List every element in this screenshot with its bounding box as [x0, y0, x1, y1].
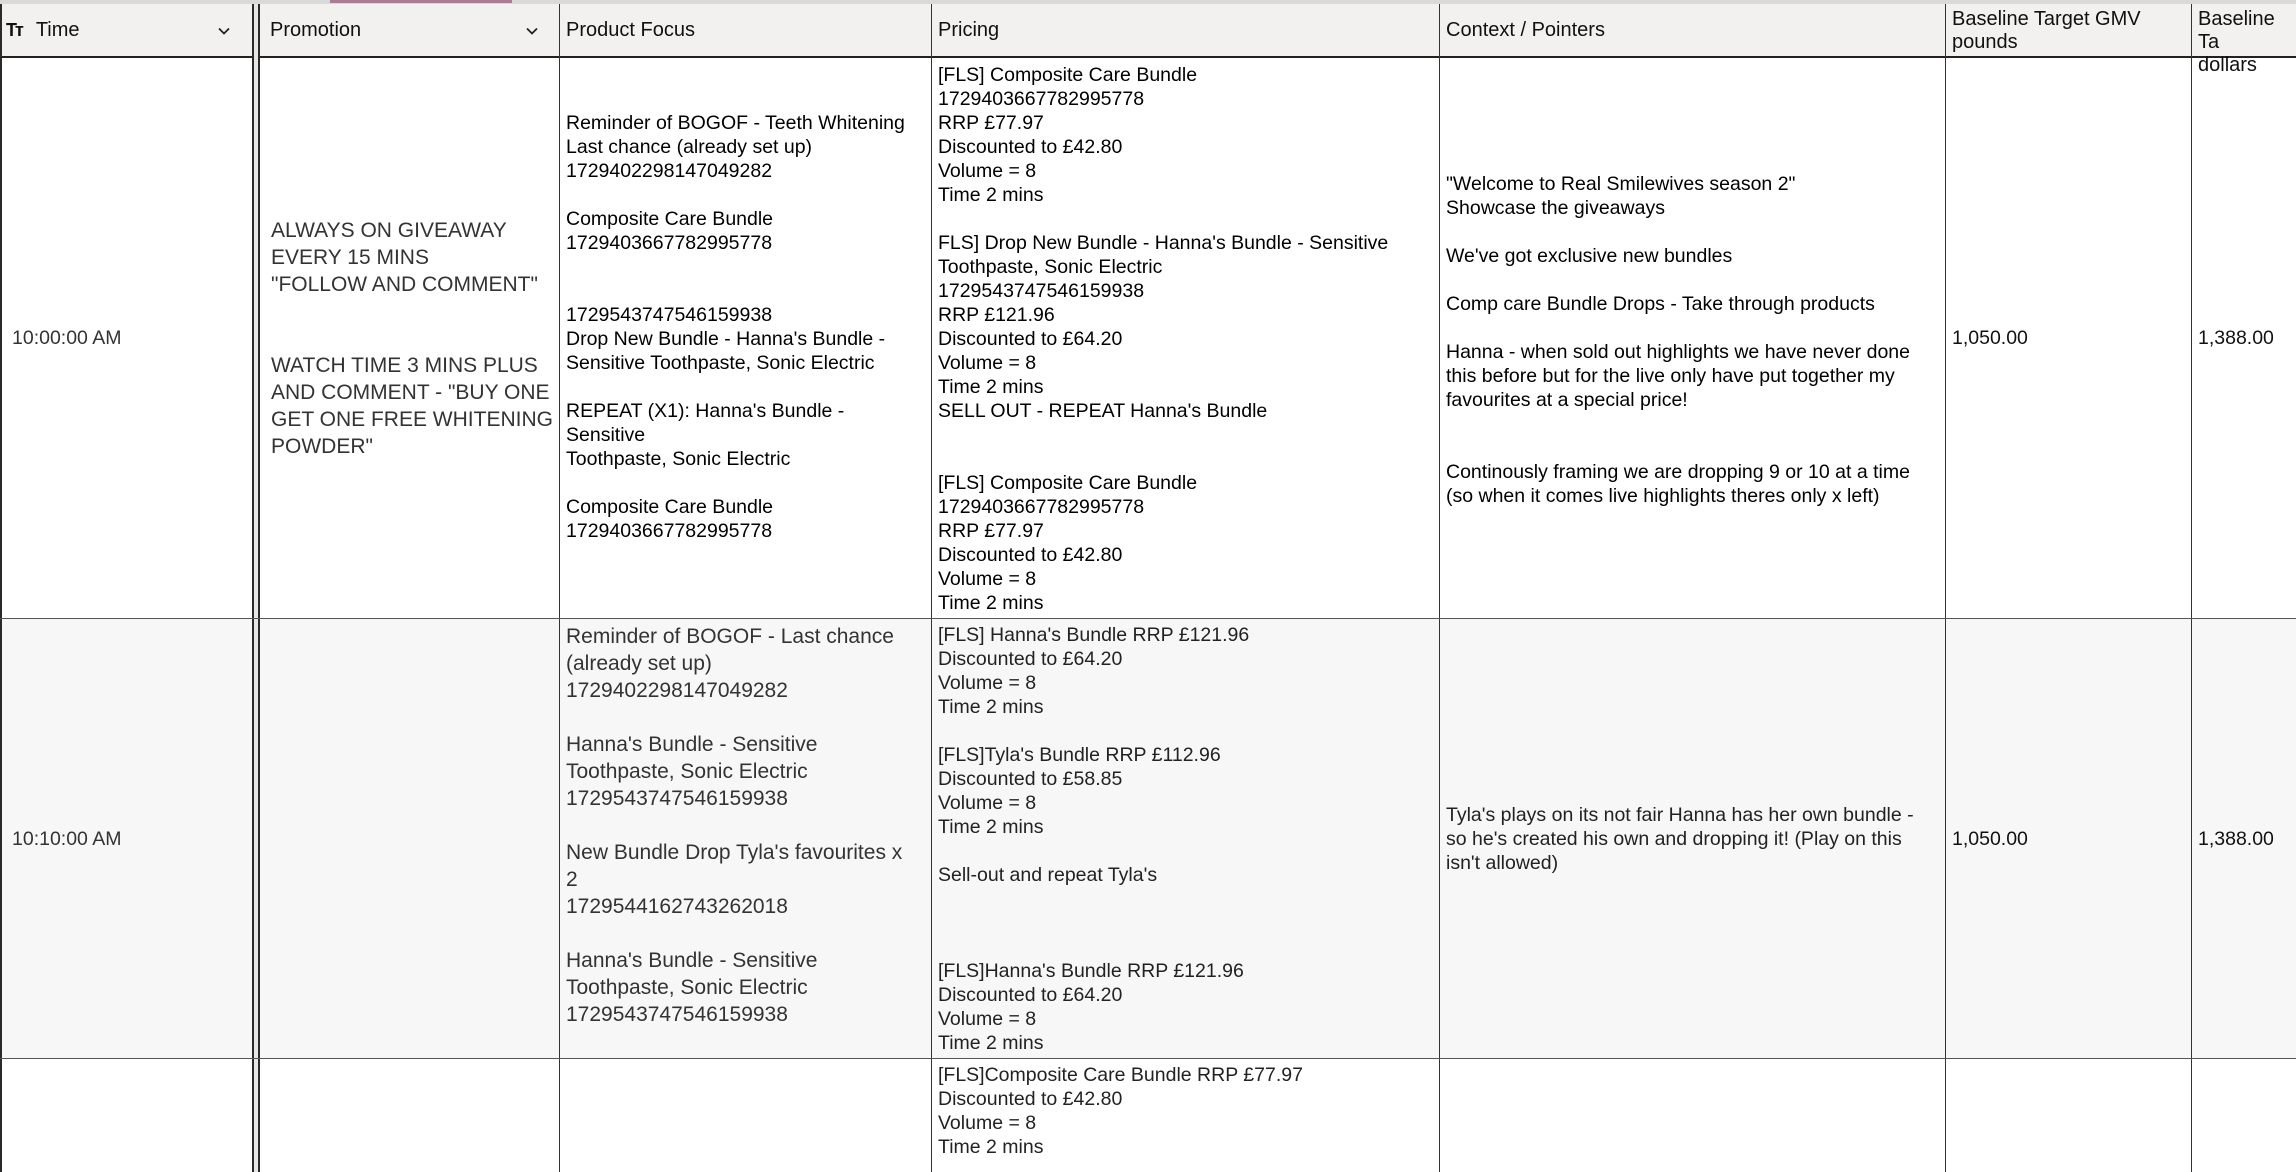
- cell-context[interactable]: Tyla's plays on its not fair Hanna has her own bundle - so he's created his own and dropping it! (Play on this isn't allowed): [1446, 804, 1914, 874]
- cell-pricing[interactable]: [FLS] Hanna's Bundle RRP £121.96 Discounted to £64.20 Volume = 8 Time 2 mins [FLS]Tyla's Bundle RRP £112.96 Discounted to £58.85 Volume = 8 Time 2 mins Sell-out and repeat Tyla's [FLS]Hanna's Bundle RRP £121.96 Discounted to £64.20 Volume = 8 Time 2 mins: [938, 624, 1250, 1054]
- cell-gmv-dollars[interactable]: 1,388.00: [2198, 327, 2274, 349]
- grid-line: [1945, 4, 1946, 1172]
- cell-gmv-pounds[interactable]: 1,050.00: [1952, 828, 2028, 850]
- cell-context[interactable]: "Welcome to Real Smilewives season 2" Showcase the giveaways We've got exclusive new bundles Comp care Bundle Drops - Take through products Hanna - when sold out highlights we have never done this before but for the live only have put together my favourites at a special price! Continously framing we are dropping 9 or 10 at a time (so when it comes live highlights theres only x left): [1446, 173, 1910, 507]
- header-label: Context / Pointers: [1446, 18, 1605, 41]
- column-header-context[interactable]: [1440, 4, 1946, 58]
- row-divider: [0, 618, 2296, 619]
- column-header-pricing[interactable]: [932, 4, 1440, 58]
- grid-line: [0, 4, 2, 1172]
- cell-pricing[interactable]: [FLS] Composite Care Bundle 1729403667782995778 RRP £77.97 Discounted to £42.80 Volume = 8 Time 2 mins FLS] Drop New Bundle - Hanna's Bundle - Sensitive Toothpaste, Sonic Electric 1729543747546159938 RRP £121.96 Discounted to £64.20 Volume = 8 Time 2 mins SELL OUT - REPEAT Hanna's Bundle [FLS] Composite Care Bundle 1729403667782995778 RRP £77.97 Discounted to £42.80 Volume = 8 Time 2 mins: [938, 64, 1389, 614]
- text-type-icon: Tт: [6, 19, 22, 40]
- chevron-down-icon[interactable]: [218, 25, 230, 37]
- cell-gmv-pounds[interactable]: 1,050.00: [1952, 327, 2028, 349]
- column-header-product-focus[interactable]: [560, 4, 932, 58]
- header-label: Pricing: [938, 18, 1000, 41]
- column-header-gmv-pounds[interactable]: [1946, 4, 2192, 58]
- grid-line: [258, 4, 260, 1172]
- column-header-gmv-dollars[interactable]: [2192, 4, 2296, 76]
- cell-product-focus[interactable]: Reminder of BOGOF - Teeth Whitening Last chance (already set up) 1729402298147049282 Composite Care Bundle 1729403667782995778 1729543747546159938 Drop New Bundle - Hanna's Bundle - Sensitive Toothpaste, Sonic Electric REPEAT (X1): Hanna's Bundle - Sensitive Toothpaste, Sonic Electric Composite Care Bundle 1729403667782995778: [566, 112, 905, 542]
- grid-line: [252, 4, 254, 1172]
- header-label: Baseline Ta dollars: [2198, 8, 2275, 76]
- chevron-down-icon[interactable]: [526, 25, 538, 37]
- column-header-time[interactable]: [0, 4, 254, 58]
- row-divider: [0, 1058, 2296, 1059]
- grid-line: [2191, 4, 2192, 1172]
- cell-product-focus[interactable]: Reminder of BOGOF - Last chance (already set up) 1729402298147049282 Hanna's Bundle - Sensitive Toothpaste, Sonic Electric 1729543747546159938 New Bundle Drop Tyla's favourites x 2 1729544162743262018 Hanna's Bundle - Sensitive Toothpaste, Sonic Electric 1729543747546159938: [566, 625, 903, 1026]
- header-label: Baseline Target GMV pounds: [1952, 8, 2141, 53]
- active-tab-indicator: [330, 0, 512, 3]
- header-label: Promotion: [270, 18, 362, 41]
- cell-gmv-dollars[interactable]: 1,388.00: [2198, 828, 2274, 850]
- cell-pricing[interactable]: [FLS]Composite Care Bundle RRP £77.97 Discounted to £42.80 Volume = 8 Time 2 mins: [938, 1064, 1303, 1158]
- header-label: Time: [35, 18, 80, 41]
- header-label: Product Focus: [566, 18, 695, 41]
- cell-time[interactable]: 10:00:00 AM: [12, 327, 122, 349]
- column-header-promotion[interactable]: [258, 4, 560, 58]
- cell-time[interactable]: 10:10:00 AM: [12, 828, 122, 850]
- cell-promotion[interactable]: ALWAYS ON GIVEAWAY EVERY 15 MINS "FOLLOW AND COMMENT" WATCH TIME 3 MINS PLUS AND COMMENT - "BUY ONE GET ONE FREE WHITENING POWDER": [271, 219, 553, 458]
